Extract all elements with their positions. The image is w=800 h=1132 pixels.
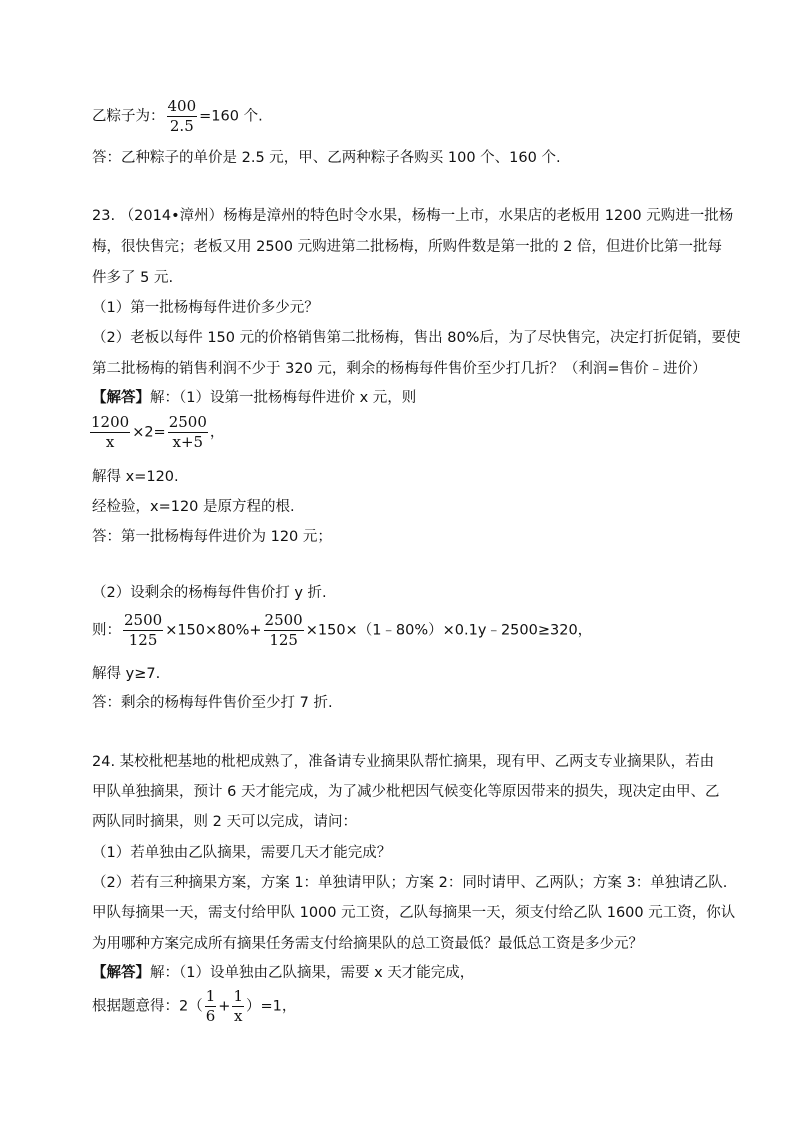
- equation-plus: +: [218, 998, 231, 1015]
- q23-answer-2: 答：剩余的杨梅每件售价至少打 7 折.: [92, 695, 333, 711]
- q23-equation-1: [92, 414, 224, 451]
- equation-end: ）=1，: [245, 998, 297, 1015]
- calc-result: =160 个.: [199, 108, 263, 125]
- equation-middle: ×150×80%+: [165, 622, 262, 639]
- fraction: [90, 414, 130, 451]
- q23-text-2: 梅，很快售完；老板又用 2500 元购进第二批杨梅，所购件数是第一批的 2 倍，但进价比第一批每: [92, 239, 723, 255]
- fraction: [167, 98, 198, 135]
- answer-tag: 【解答】: [92, 965, 150, 981]
- calc-line-yi: [92, 98, 263, 135]
- q23-check: 经检验，x=120 是原方程的根.: [92, 499, 295, 515]
- fraction-numerator: 2500: [264, 611, 303, 629]
- fraction-denominator: 125: [269, 631, 298, 649]
- answer-tag: 【解答】: [92, 390, 150, 406]
- q23-part-2: （2）设剩余的杨梅每件售价打 y 折.: [92, 585, 327, 601]
- answer-intro-text: 解：（1）设第一批杨梅每件进价 x 元，则: [150, 390, 417, 406]
- q24-text-3: 两队同时摘果，则 2 天可以完成，请问：: [92, 814, 357, 830]
- fraction: [205, 988, 217, 1025]
- q24-text-2: 甲队单独摘果，预计 6 天才能完成，为了减少枇杷因气候变化等原因带来的损失，现决定由甲、乙: [92, 784, 720, 800]
- q24-text-1: 24. 某校枇杷基地的枇杷成熟了，准备请专业摘果队帮忙摘果，现有甲、乙两支专业摘果队，若由: [92, 754, 715, 770]
- calc-prefix: 乙粽子为：: [92, 108, 165, 125]
- q24-sub-2a: （2）若有三种摘果方案，方案 1：单独请甲队；方案 2：同时请甲、乙两队；方案 3：单独请乙队.: [92, 875, 728, 891]
- fraction-denominator: 2.5: [169, 117, 194, 135]
- q23-sub-2b: 第二批杨梅的销售利润不少于 320 元，剩余的杨梅每件售价至少打几折？（利润=售价﹣进价）: [92, 361, 707, 377]
- q24-sub-2c: 为用哪种方案完成所有摘果任务需支付给摘果队的总工资最低？最低总工资是多少元？: [92, 936, 643, 952]
- fraction-numerator: 400: [167, 97, 197, 115]
- answer-intro-text: 解：（1）设单独由乙队摘果，需要 x 天才能完成，: [150, 965, 475, 981]
- equation-middle: ×2=: [132, 424, 166, 441]
- fraction-numerator: 2500: [124, 611, 163, 629]
- q23-answer-intro: [92, 388, 416, 408]
- fraction-numerator: 1: [205, 987, 216, 1005]
- fraction-denominator: x: [233, 1007, 243, 1025]
- fraction-numerator: 1: [233, 987, 243, 1005]
- answer-line: 答：乙种粽子的单价是 2.5 元，甲、乙两种粽子各购买 100 个、160 个.: [92, 150, 561, 166]
- fraction-denominator: 125: [128, 631, 158, 649]
- fraction-denominator: x: [105, 433, 115, 451]
- equation-end: ，: [209, 424, 225, 441]
- fraction: [168, 414, 208, 451]
- equation-end: ×150×（1﹣80%）×0.1y﹣2500≥320，: [305, 622, 593, 639]
- q23-sub-1: （1）第一批杨梅每件进价多少元？: [92, 300, 319, 316]
- q23-text-3: 件多了 5 元.: [92, 270, 174, 286]
- q23-text-1: 23. （2014•漳州）杨梅是漳州的特色时令水果，杨梅一上市，水果店的老板用 1200 元购进一批杨: [92, 208, 734, 224]
- q23-solution-1: 解得 x=120.: [92, 469, 179, 485]
- fraction: [123, 612, 163, 649]
- equation-prefix: 则：: [92, 622, 121, 639]
- q24-sub-1: （1）若单独由乙队摘果，需要几天才能完成？: [92, 845, 392, 861]
- q24-sub-2b: 甲队每摘果一天，需支付给甲队 1000 元工资，乙队每摘果一天，须支付给乙队 1600 元工资，你认: [92, 905, 736, 921]
- fraction-numerator: 2500: [168, 413, 207, 431]
- q23-equation-2: [92, 612, 592, 649]
- q23-answer-1: 答：第一批杨梅每件进价为 120 元；: [92, 529, 332, 545]
- fraction-numerator: 1200: [91, 413, 130, 431]
- q24-equation: [92, 988, 296, 1025]
- fraction-denominator: 6: [205, 1007, 216, 1025]
- equation-prefix: 根据题意得：2（: [92, 998, 203, 1015]
- q23-solution-2: 解得 y≥7.: [92, 666, 161, 682]
- fraction: [264, 612, 304, 649]
- fraction: [232, 988, 244, 1025]
- fraction-denominator: x+5: [172, 433, 204, 451]
- q23-sub-2a: （2）老板以每件 150 元的价格销售第二批杨梅，售出 80%后，为了尽快售完，决定打折促销，要使: [92, 330, 741, 346]
- q24-answer-intro: [92, 963, 474, 983]
